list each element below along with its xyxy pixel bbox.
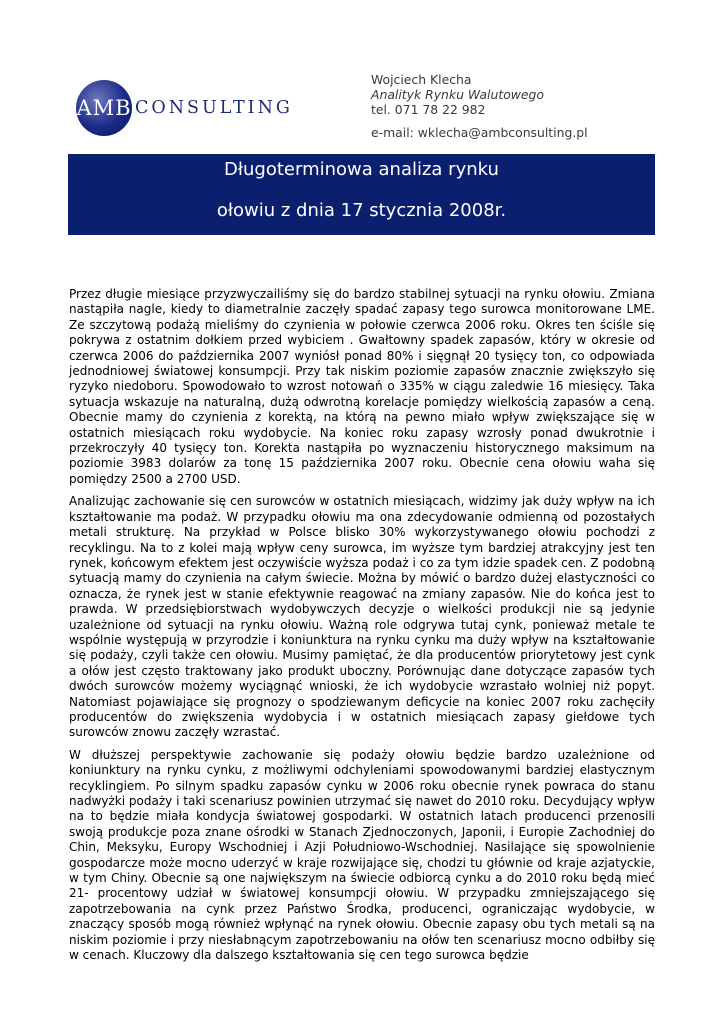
logo-mark-text: AMB xyxy=(76,96,132,120)
paragraph-2: Analizując zachowanie się cen surowców w ostatnich miesiącach, widzimy jak duży wpływ na ich kształtowanie ma podaż. W przypadku ołowiu ma ona zdecydowanie odmienną od pozostałych metali strukturę. Na przykład w Polsce blisko 30% wykorzystywanego ołowiu pochodzi z recyklingu. Na to z kolei mają wpływ ceny surowca, im wyższe tym bardziej atrakcyjny jest ten rynek, końcowym efektem jest oczywiście wyższa podaż i co za tym idzie spadek cen. Z podobną sytuacją mamy do czynienia na całym świecie. Można by mówić o bardzo dużej elastyczności co oznacza, że rynek jest w stanie efektywnie reagować na zmiany zapasów. Nie do końca jest to prawda. W przedsiębiorstwach wydobywczych decyzje o wielkości produkcji nie są jedynie uzależnione od sytuacji na rynku ołowiu. Ważną role odgrywa tutaj cynk, ponieważ metale te wspólnie występują w przyrodzie i koniunktura na rynku cynku ma duży wpływ na kształtowanie się podaży, czyli także cen ołowiu. Musimy pamiętać, że dla producentów priorytetowy jest cynk a ołów jest często traktowany jako produkt uboczny. Porównując dane dotyczące zapasów tych dwóch surowców możemy wyciągnąć wnioski, że ich wydobycie wzrastało wolniej niż popyt. Natomiast pojawiające się prognozy o spodziewanym deficycie na koniec 2007 roku zachęciły producentów do zwiększenia wydobycia i w ostatnich miesiącach zapasy giełdowe tych surowców znowu zaczęły wzrastać. xyxy=(69,494,655,740)
company-logo xyxy=(76,80,293,136)
author-phone: tel. 071 78 22 982 xyxy=(371,102,486,117)
title-line-1: Długoterminowa analiza rynku xyxy=(224,159,499,180)
title-line-2: ołowiu z dnia 17 stycznia 2008r. xyxy=(216,200,507,221)
author-name: Wojciech Klecha xyxy=(371,72,472,87)
article-body xyxy=(69,287,655,970)
logo-wordmark: CONSULTING xyxy=(135,98,293,118)
contact-block xyxy=(371,72,588,140)
paragraph-3: W dłuższej perspektywie zachowanie się podaży ołowiu będzie bardzo uzależnione od koniunktury na rynku cynku, z możliwymi odchyleniami spowodowanymi bardziej elastycznym recyklingiem. Po silnym spadku zapasów cynku w 2006 roku obecnie rynek powraca do stanu nadwyżki podaży i taki scenariusz powinien utrzymać się nawet do 2010 roku. Decydujący wpływ na to będzie miała kondycja światowej gospodarki. W ostatnich latach producenci przenosili swoją produkcje poza znane ośrodki w Stanach Zjednoczonych, Japonii, i Europie Zachodniej do Chin, Meksyku, Europy Wschodniej i Azji Południowo-Wschodniej. Nasilające się spowolnienie gospodarcze może mocno uderzyć w kraje rozwijające się, chodzi tu głównie od kraje azjatyckie, w tym Chiny. Obecnie są one największym na świecie odbiorcą cynku a do 2010 roku będą mieć 21- procentowy udział w światowej konsumpcji ołowiu. W przypadku zmniejszającego się zapotrzebowania na cynk przez Państwo Środka, producenci, ograniczając wydobycie, w znaczący sposób mogą również wpłynąć na rynek ołowiu. Obecnie zapasy obu tych metali są na niskim poziomie i przy niesłabnącym zapotrzebowaniu na ołów ten scenariusz mocno odbiłby się w cenach. Kluczowy dla dalszego kształtowania się cen tego surowca będzie xyxy=(69,747,655,963)
author-role: Analityk Rynku Walutowego xyxy=(371,87,544,102)
logo-emblem xyxy=(76,80,132,136)
paragraph-1: Przez długie miesiące przyzwyczailiśmy się do bardzo stabilnej sytuacji na rynku ołowiu. Zmiana nastąpiła nagle, kiedy to diametralnie zaczęły spadać zapasy tego surowca monitorowane LME. Ze szczytową podażą mieliśmy do czynienia w połowie czerwca 2006 roku. Okres ten ściśle się pokrywa z ostatnim dołkiem przed wybiciem . Gwałtowny spadek zapasów, który w okresie od czerwca 2006 do października 2007 wyniósł ponad 80% i sięgnął 20 tysięcy ton, co odpowiada jednodniowej światowej konsumpcji. Przy tak niskim poziomie zapasów znacznie zwiększyło się ryzyko niedoboru. Spowodowało to wzrost notowań o 335% w ciągu zaledwie 16 miesięcy. Taka sytuacja wskazuje na naturalną, dużą odwrotną korelacje pomiędzy wielkością zapasów a ceną. Obecnie mamy do czynienia z korektą, na którą na pewno miało wpływ zwiększające się w ostatnich miesiącach roku wydobycie. Na koniec roku zapasy wzrosły ponad dwukrotnie i przekroczyły 40 tysięcy ton. Korekta nastąpiła po wyznaczeniu historycznego maksimum na poziomie 3983 dolarów za tonę 15 października 2007 roku. Obecnie cena ołowiu waha się pomiędzy 2500 a 2700 USD. xyxy=(69,287,655,486)
author-email: e-mail: wklecha@ambconsulting.pl xyxy=(371,125,588,140)
title-banner xyxy=(68,154,655,235)
